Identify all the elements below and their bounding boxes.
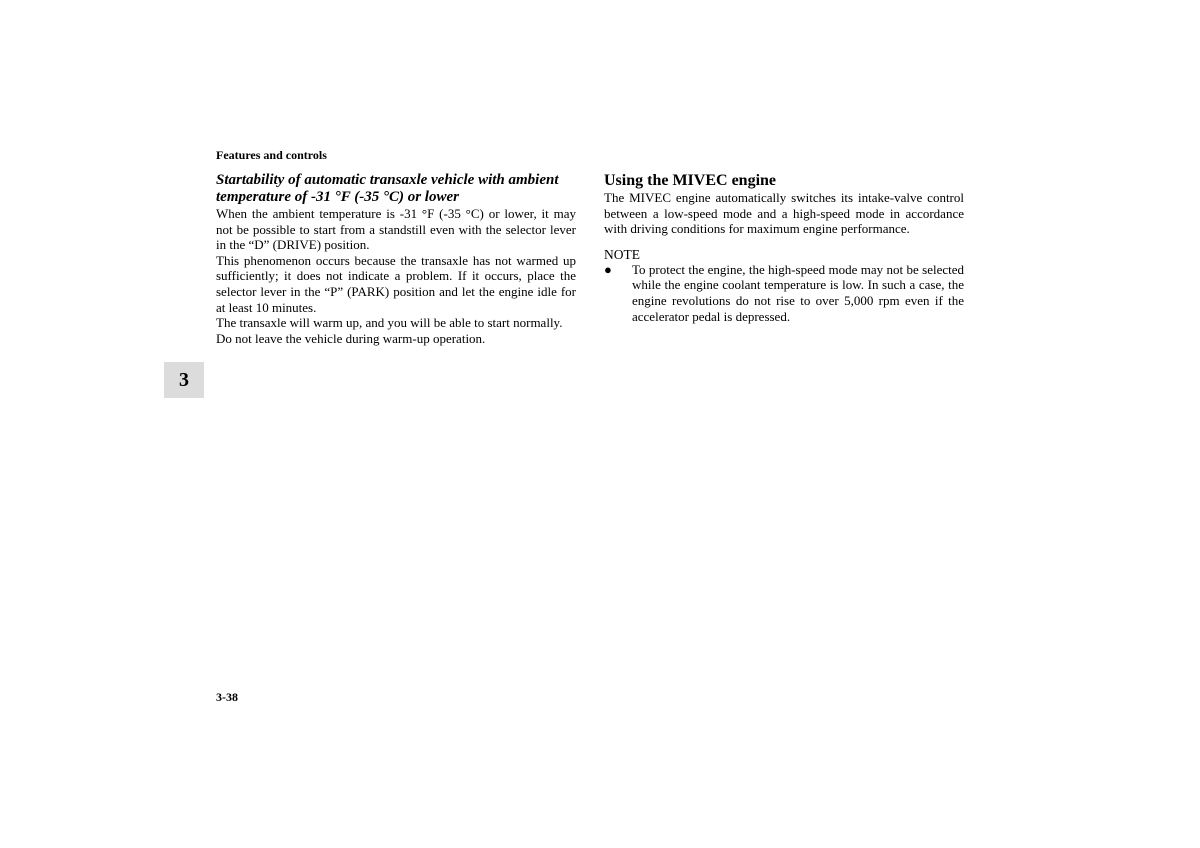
chapter-tab: 3 <box>164 362 204 398</box>
paragraph-mivec: The MIVEC engine automatically switches its intake-valve control between a low-speed mode and a high-speed mode in accordance with driving conditions for maximum engine performance. <box>604 190 964 237</box>
mivec-heading: Using the MIVEC engine <box>604 172 777 189</box>
note-item-text: To protect the engine, the high-speed mode may not be selected while the engine coolant temperature is low. In such a case, the engine revolutions do not rise to over 5,000 rpm even if the accelerator pedal is depressed. <box>632 261 964 324</box>
right-column <box>604 172 964 324</box>
note-item <box>604 262 964 324</box>
paragraph-ambient-temperature: When the ambient temperature is -31 °F (-35 °C) or lower, it may not be possible to start from a standstill even with the selector lever in the “D” (DRIVE) position. <box>216 206 576 253</box>
paragraph-do-not-leave: Do not leave the vehicle during warm-up operation. <box>216 330 486 346</box>
page-number: 3-38 <box>216 690 238 704</box>
note-label: NOTE <box>604 246 640 262</box>
startability-heading: Startability of automatic transaxle vehicle with ambient temperature of -31 °F (-35 °C) or lower <box>216 172 559 205</box>
section-header: Features and controls <box>216 148 327 162</box>
bullet-icon: ● <box>604 261 612 277</box>
left-column <box>216 172 576 346</box>
paragraph-warm-up: The transaxle will warm up, and you will be able to start normally. <box>216 315 563 331</box>
paragraph-phenomenon: This phenomenon occurs because the transaxle has not warmed up sufficiently; it does not indicate a problem. If it occurs, place the selector lever in the “P” (PARK) position and let the engine idle for at least 10 minutes. <box>216 252 576 315</box>
